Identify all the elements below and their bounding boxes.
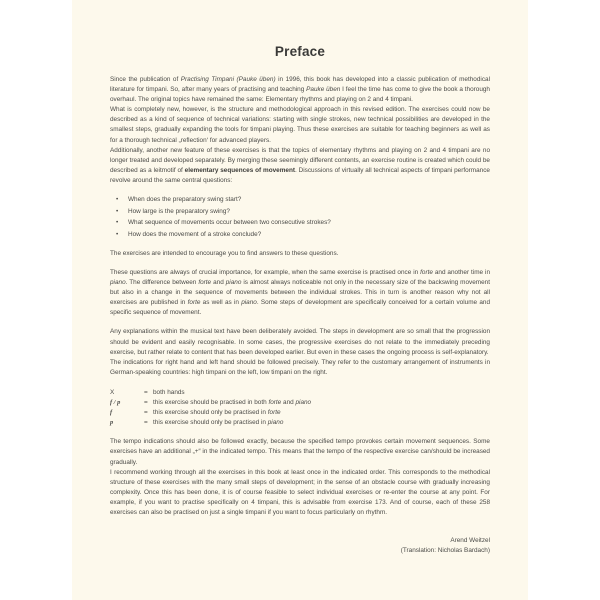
book-title-practising-timpani: Practising Timpani (Pauke üben) <box>180 76 276 83</box>
term-forte: forte <box>268 399 282 407</box>
page-content-area <box>72 44 528 556</box>
term-forte: forte <box>420 269 433 276</box>
paragraph-merged-topics-text-a: Additionally, another new feature of these exercises is that the topics of elementary rhythms and playing on 2 and 4 timpani are no longer treated and developed separately. By merging these seemingly different contents, an exercise routine is created which could be described as a leitmotif of <box>110 146 490 174</box>
legend-desc-text-a: this exercise should only be practised in <box>153 409 268 417</box>
paragraph-intro <box>110 75 490 105</box>
paragraph-intro-text-a: Since the publication of <box>110 76 181 83</box>
book-title-pauke-ueben: Pauke üben <box>306 86 341 94</box>
bullet-icon: • <box>116 230 119 238</box>
table-row <box>110 418 311 428</box>
term-piano: piano <box>225 279 242 287</box>
paragraph-forte-piano-text-c: . The difference between <box>125 279 199 287</box>
paragraph-recommendation: I recommend working through all the exercises in this book at least once in the indicated order. This corresponds to the methodical structure of these exercises with the many small steps of development; in the sense of an obstacle course with gradually increasing complexity. Once this has been done, it is of course feasible to select individual exercises or re-enter the course at any point. For example, if you want to practise specifically on 4 timpani, this is advisable from exercise 173. And of course, each of these 258 exercises can also be practised on just a single timpani if you want to focus particularly on rhythm. <box>110 468 490 516</box>
legend-desc-text-b: and <box>281 399 296 407</box>
legend-description-piano <box>153 418 311 428</box>
bullet-icon: • <box>116 207 119 215</box>
paragraph-forte-piano-text-e: is almost always noticeable not only in the necessary size of the backswing movement but also in a change in the sequence of movements between the individual strokes. This in turn is another reason why not all exercises are published in <box>110 279 490 307</box>
table-row <box>110 398 311 408</box>
legend-equals-sign: = <box>144 409 148 417</box>
document-page <box>72 0 528 600</box>
paragraph-merged-topics-text-b: . Discussions of virtually all technical aspects of timpani performance revolve around the same central questions: <box>110 166 490 184</box>
emphasis-elementary-sequences: elementary sequences of movement <box>184 166 295 174</box>
paragraph-no-explanations: Any explanations within the musical text have been deliberately avoided. The steps in development are so small that the progression should be evident and easily recognisable. In some cases, the progressive exercises do not relate to the immediately preceding exercise, but rather relate to content that has been developed earlier. But even in these cases the ongoing process is self-explanatory. <box>110 328 490 356</box>
translator-credit: (Translation: Nicholas Bardach) <box>400 547 490 555</box>
question-text: How does the movement of a stroke conclude? <box>128 230 262 238</box>
paragraph-forte-piano <box>110 268 490 318</box>
legend-description-forte-piano <box>153 398 311 408</box>
page-title: Preface <box>274 44 326 59</box>
paragraph-forte-piano-text-a: These questions are always of crucial importance, for example, when the same exercise is practised once in <box>110 269 421 276</box>
legend-symbol-forte: f <box>110 409 113 417</box>
bullet-icon: • <box>116 196 119 204</box>
paragraph-forte-piano-text-g: . Some steps of development are specifically conceived for a certain volume and specific sequence of movement. <box>110 299 490 317</box>
legend-symbol-piano: p <box>110 419 114 427</box>
legend-equals-sign: = <box>144 419 148 427</box>
symbol-legend-table <box>110 388 311 428</box>
legend-symbol-forte-piano: f / p <box>110 399 121 407</box>
legend-equals-sign: = <box>144 388 148 396</box>
legend-desc-text-a: this exercise should be practised in both <box>153 399 269 407</box>
legend-equals-sign: = <box>144 399 148 407</box>
list-item <box>110 195 490 205</box>
author-name: Arend Weitzel <box>450 537 490 545</box>
central-questions-list <box>110 195 490 240</box>
bullet-icon: • <box>116 219 119 227</box>
list-item <box>110 218 490 228</box>
list-item <box>110 207 490 217</box>
question-text: How large is the preparatory swing? <box>128 207 230 215</box>
legend-desc-text-a: this exercise should only be practised in <box>153 419 268 427</box>
term-forte: forte <box>187 299 201 307</box>
legend-description-forte <box>153 408 311 418</box>
paragraph-forte-piano-text-b: and another time in <box>432 269 490 276</box>
term-piano: piano <box>295 399 312 407</box>
question-text: When does the preparatory swing start? <box>128 196 242 204</box>
table-row <box>110 408 311 418</box>
paragraph-new-structure: What is completely new, however, is the structure and methodological approach in this revised edition. The exercises could now be described as a kind of sequence of technical variations: starting with single strokes, new technical possibilities are developed in the smallest steps, gradually expanding the tools for timpani playing. Thus these exercises are suitable for teaching beginners as well as for a thorough technical „reflection‘ for advanced players. <box>110 106 490 144</box>
term-piano: piano <box>267 419 284 427</box>
paragraph-merged-topics <box>110 146 490 186</box>
legend-symbol-x: X <box>110 388 115 396</box>
term-piano: piano <box>110 279 126 287</box>
term-forte: forte <box>267 409 281 417</box>
paragraph-intro-text-b: in 1996, this book has developed into a classic publication of methodical literature for timpani. So, after many years of practising and teaching <box>110 76 490 94</box>
paragraph-forte-piano-text-d: and <box>211 279 226 287</box>
signature-block <box>110 536 490 556</box>
table-row <box>110 388 311 398</box>
term-piano: piano <box>241 299 257 307</box>
paragraph-tempo-indications: The tempo indications should also be followed exactly, because the specified tempo provokes certain movement sequences. Some exercises have an additional „+“ in the indicated tempo. This means that the tempo of the respective exercise can/should be increased gradually. <box>110 438 490 466</box>
legend-description-x: both hands <box>153 388 185 396</box>
question-text: What sequence of movements occur between two consecutive strokes? <box>128 219 331 227</box>
paragraph-encourage-answers: The exercises are intended to encourage you to find answers to these questions. <box>110 249 339 257</box>
paragraph-hand-indications: The indications for right hand and left hand should be followed precisely. They refer to the customary arrangement of instruments in German-speaking countries: high timpani on the left, low timpani on the right. <box>110 358 490 376</box>
list-item <box>110 230 490 240</box>
paragraph-forte-piano-text-f: as well as in <box>200 299 242 307</box>
paragraph-intro-text-c: I feel the time has come to give the book a thorough overhaul. The original topics have remained the same: Elementary rhythms and playing on 2 and 4 timpani. <box>110 86 490 104</box>
term-forte: forte <box>198 279 212 287</box>
